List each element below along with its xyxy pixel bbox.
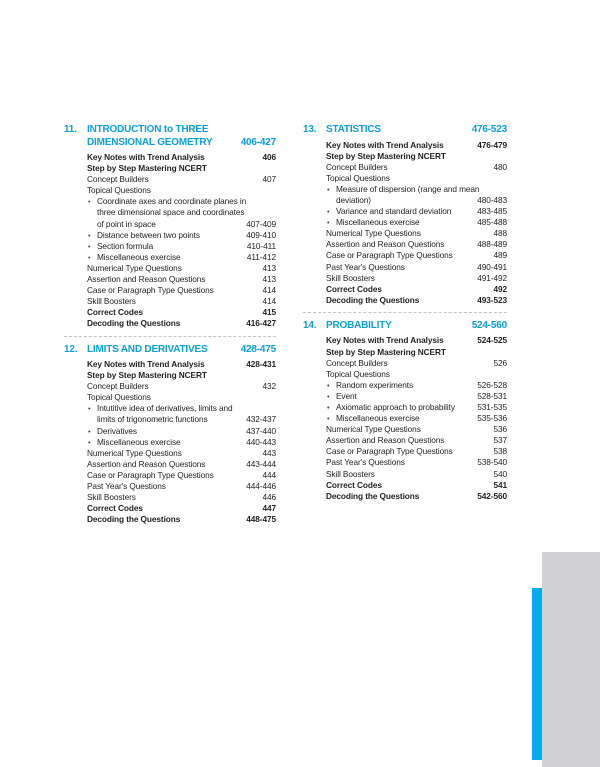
toc-row bbox=[64, 252, 276, 263]
toc-item-label: Step by Step Mastering NCERT bbox=[326, 346, 446, 357]
chapter-item-list bbox=[303, 140, 507, 306]
chapter-page-range: 406-427 bbox=[240, 136, 276, 148]
chapter-title bbox=[87, 344, 237, 357]
chapter-page-range: 476-523 bbox=[471, 124, 507, 135]
chapter-block bbox=[64, 124, 276, 330]
toc-item-label: Correct Codes bbox=[326, 283, 382, 294]
toc-row bbox=[303, 151, 507, 162]
toc-item-pages: 491-492 bbox=[477, 272, 507, 283]
toc-row bbox=[64, 392, 276, 403]
toc-item-label: Step by Step Mastering NCERT bbox=[87, 163, 207, 174]
toc-row bbox=[303, 446, 507, 457]
bullet-icon: • bbox=[88, 197, 91, 207]
toc-item-pages: 524-525 bbox=[477, 335, 507, 346]
toc-row bbox=[64, 196, 276, 229]
toc-item-pages: 493-523 bbox=[477, 294, 507, 305]
toc-row bbox=[303, 250, 507, 261]
toc-item-pages: 526 bbox=[493, 357, 507, 368]
toc-row bbox=[64, 174, 276, 185]
chapter-header bbox=[303, 124, 507, 137]
toc-item-label: Numerical Type Questions bbox=[326, 228, 421, 239]
toc-row bbox=[303, 162, 507, 173]
toc-item-label: Derivatives bbox=[97, 425, 137, 436]
toc-item-pages: 492 bbox=[493, 283, 507, 294]
bullet-icon: • bbox=[327, 402, 330, 412]
chapter-block bbox=[303, 124, 507, 306]
chapter-number: 12. bbox=[64, 343, 78, 355]
toc-item-pages: 428-431 bbox=[246, 359, 276, 369]
chapter-item-list bbox=[64, 152, 276, 330]
toc-item-label: Measure of dispersion (range and mean deviation) bbox=[336, 183, 480, 205]
toc-row bbox=[303, 262, 507, 273]
toc-item-pages: 485-488 bbox=[477, 217, 507, 228]
toc-row bbox=[64, 426, 276, 437]
toc-item-pages: 535-536 bbox=[477, 413, 507, 424]
table-of-contents bbox=[64, 124, 507, 530]
toc-row bbox=[303, 469, 507, 480]
toc-item-label: Step by Step Mastering NCERT bbox=[326, 150, 446, 161]
bullet-icon: • bbox=[327, 391, 330, 401]
chapter-number: 14. bbox=[303, 319, 317, 331]
toc-item-label: Correct Codes bbox=[87, 307, 143, 318]
toc-row bbox=[303, 173, 507, 184]
toc-item-pages: 538-540 bbox=[477, 457, 507, 468]
toc-column-right bbox=[303, 124, 507, 530]
toc-item-pages: 413 bbox=[262, 274, 276, 285]
toc-item-label: Key Notes with Trend Analysis bbox=[326, 139, 444, 150]
dashed-separator bbox=[303, 312, 507, 313]
toc-item-label: Decoding the Questions bbox=[326, 490, 420, 501]
toc-item-label: Key Notes with Trend Analysis bbox=[326, 335, 444, 346]
toc-item-pages: 407-409 bbox=[246, 218, 276, 229]
toc-row bbox=[303, 413, 507, 424]
toc-item-label: Correct Codes bbox=[87, 503, 143, 514]
toc-item-pages: 409-410 bbox=[246, 229, 276, 240]
toc-row bbox=[64, 470, 276, 481]
toc-row bbox=[64, 437, 276, 448]
toc-column-left bbox=[64, 124, 276, 530]
toc-item-pages: 414 bbox=[262, 285, 276, 296]
toc-row bbox=[64, 381, 276, 392]
bullet-icon: • bbox=[327, 380, 330, 390]
toc-item-label: Section formula bbox=[97, 240, 154, 251]
toc-item-pages: 444 bbox=[262, 469, 276, 480]
toc-item-label: Axiomatic approach to probability bbox=[336, 401, 455, 412]
toc-item-label: Variance and standard deviation bbox=[336, 206, 452, 217]
toc-item-label: Miscellaneous exercise bbox=[336, 217, 420, 228]
toc-item-label: Miscellaneous exercise bbox=[97, 251, 181, 262]
toc-item-pages: 440-443 bbox=[246, 436, 276, 447]
toc-item-label: Key Notes with Trend Analysis bbox=[87, 359, 205, 369]
toc-item-pages: 490-491 bbox=[477, 261, 507, 272]
toc-item-label: Step by Step Mastering NCERT bbox=[87, 370, 207, 381]
chapter-block bbox=[303, 320, 507, 502]
toc-item-label: Topical Questions bbox=[326, 368, 390, 379]
toc-item-label: Miscellaneous exercise bbox=[336, 413, 420, 424]
toc-item-label: Assertion and Reason Questions bbox=[326, 239, 445, 250]
toc-item-label: Skill Boosters bbox=[326, 468, 375, 479]
toc-item-pages: 410-411 bbox=[246, 240, 276, 251]
toc-item-label: Numerical Type Questions bbox=[87, 447, 182, 458]
toc-item-pages: 406 bbox=[262, 152, 276, 162]
bullet-icon: • bbox=[88, 426, 91, 436]
toc-item-label: Event bbox=[336, 390, 357, 401]
toc-row bbox=[64, 185, 276, 196]
chapter-title-line: PROBABILITY bbox=[326, 319, 392, 331]
toc-row bbox=[303, 184, 507, 206]
bullet-icon: • bbox=[88, 437, 91, 447]
toc-item-pages: 483-485 bbox=[477, 206, 507, 217]
toc-item-label: Coordinate axes and coordinate planes in three dimensional space and coordinates of point in space bbox=[97, 196, 247, 229]
toc-item-pages: 448-475 bbox=[246, 514, 276, 525]
chapter-item-list bbox=[303, 335, 507, 501]
toc-item-pages: 540 bbox=[493, 468, 507, 479]
toc-item-label: Skill Boosters bbox=[87, 492, 136, 503]
chapter-item-list bbox=[64, 359, 276, 525]
toc-row bbox=[303, 424, 507, 435]
toc-item-label: Case or Paragraph Type Questions bbox=[326, 446, 453, 457]
bullet-icon: • bbox=[88, 404, 91, 414]
chapter-title-line: DIMENSIONAL GEOMETRY bbox=[87, 136, 213, 148]
chapter-title bbox=[87, 124, 237, 149]
toc-row bbox=[64, 403, 276, 425]
toc-item-label: Past Year's Questions bbox=[326, 261, 405, 272]
toc-row bbox=[64, 163, 276, 174]
toc-item-label: Miscellaneous exercise bbox=[97, 436, 181, 447]
toc-item-pages: 447 bbox=[262, 503, 276, 514]
toc-row bbox=[303, 228, 507, 239]
toc-item-label: Distance between two points bbox=[97, 229, 200, 240]
toc-item-label: Assertion and Reason Questions bbox=[87, 458, 206, 469]
bullet-icon: • bbox=[327, 184, 330, 194]
toc-row bbox=[303, 335, 507, 346]
toc-item-label: Skill Boosters bbox=[87, 296, 136, 307]
toc-row bbox=[64, 448, 276, 459]
dashed-separator bbox=[64, 336, 276, 337]
toc-item-label: Skill Boosters bbox=[326, 272, 375, 283]
toc-item-label: Numerical Type Questions bbox=[87, 262, 182, 273]
toc-row bbox=[64, 459, 276, 470]
toc-row bbox=[303, 491, 507, 502]
chapter-header bbox=[64, 344, 276, 357]
toc-item-pages: 416-427 bbox=[246, 318, 276, 329]
toc-item-label: Case or Paragraph Type Questions bbox=[87, 285, 214, 296]
bullet-icon: • bbox=[88, 241, 91, 251]
toc-row bbox=[64, 241, 276, 252]
bullet-icon: • bbox=[88, 252, 91, 262]
toc-item-pages: 414 bbox=[262, 296, 276, 307]
toc-row bbox=[303, 273, 507, 284]
toc-item-pages: 443 bbox=[262, 447, 276, 458]
toc-item-pages: 528-531 bbox=[477, 390, 507, 401]
toc-item-pages: 432-437 bbox=[246, 414, 276, 425]
chapter-number: 13. bbox=[303, 124, 317, 135]
toc-row bbox=[303, 402, 507, 413]
toc-item-pages: 531-535 bbox=[477, 401, 507, 412]
toc-row bbox=[64, 296, 276, 307]
toc-item-label: Decoding the Questions bbox=[87, 318, 181, 329]
toc-item-pages: 536 bbox=[493, 424, 507, 435]
toc-item-label: Past Year's Questions bbox=[326, 457, 405, 468]
toc-row bbox=[64, 514, 276, 525]
toc-row bbox=[64, 263, 276, 274]
toc-row bbox=[303, 391, 507, 402]
toc-item-pages: 415 bbox=[262, 307, 276, 318]
chapter-header bbox=[64, 124, 276, 149]
toc-item-label: Numerical Type Questions bbox=[326, 424, 421, 435]
toc-item-pages: 411-412 bbox=[246, 251, 276, 262]
toc-row bbox=[303, 369, 507, 380]
toc-item-label: Key Notes with Trend Analysis bbox=[87, 152, 205, 162]
toc-item-label: Topical Questions bbox=[87, 392, 151, 403]
toc-row bbox=[64, 359, 276, 370]
blue-accent-bar bbox=[532, 588, 542, 760]
toc-row bbox=[303, 206, 507, 217]
toc-item-label: Concept Builders bbox=[87, 381, 149, 392]
toc-row bbox=[64, 318, 276, 329]
toc-item-label: Decoding the Questions bbox=[326, 294, 420, 305]
chapter-page-range: 428-475 bbox=[240, 343, 276, 355]
toc-row bbox=[303, 217, 507, 228]
toc-row bbox=[303, 295, 507, 306]
next-page-edge bbox=[542, 552, 600, 767]
chapter-block bbox=[64, 344, 276, 526]
toc-item-label: Intutitive idea of derivatives, limits and limits of trigonometric functions bbox=[97, 403, 233, 425]
chapter-header bbox=[303, 320, 507, 333]
toc-item-pages: 444-446 bbox=[246, 481, 276, 492]
bullet-icon: • bbox=[327, 414, 330, 424]
chapter-title-line: STATISTICS bbox=[326, 124, 381, 135]
toc-item-label: Topical Questions bbox=[326, 172, 390, 183]
toc-item-pages: 541 bbox=[493, 479, 507, 490]
toc-item-label: Assertion and Reason Questions bbox=[87, 274, 206, 285]
chapter-title-line: INTRODUCTION to THREE bbox=[87, 124, 209, 135]
toc-item-pages: 446 bbox=[262, 492, 276, 503]
toc-item-label: Concept Builders bbox=[326, 357, 388, 368]
toc-row bbox=[303, 435, 507, 446]
toc-row bbox=[64, 285, 276, 296]
chapter-page-range: 524-560 bbox=[471, 319, 507, 331]
toc-row bbox=[64, 152, 276, 163]
toc-row bbox=[64, 503, 276, 514]
toc-item-label: Concept Builders bbox=[326, 161, 388, 172]
toc-row bbox=[303, 380, 507, 391]
toc-row bbox=[303, 347, 507, 358]
toc-row bbox=[303, 284, 507, 295]
toc-item-pages: 443-444 bbox=[246, 458, 276, 469]
toc-item-pages: 537 bbox=[493, 435, 507, 446]
toc-row bbox=[64, 230, 276, 241]
toc-row bbox=[64, 370, 276, 381]
toc-row bbox=[64, 492, 276, 503]
bullet-icon: • bbox=[88, 230, 91, 240]
toc-item-pages: 407 bbox=[262, 174, 276, 185]
toc-item-pages: 538 bbox=[493, 446, 507, 457]
toc-item-label: Random experiments bbox=[336, 379, 414, 390]
bullet-icon: • bbox=[327, 218, 330, 228]
toc-item-label: Case or Paragraph Type Questions bbox=[326, 250, 453, 261]
toc-item-pages: 480-483 bbox=[477, 194, 507, 205]
toc-item-pages: 488 bbox=[493, 228, 507, 239]
toc-row bbox=[64, 481, 276, 492]
chapter-number: 11. bbox=[64, 124, 77, 135]
toc-item-pages: 480 bbox=[493, 161, 507, 172]
toc-item-pages: 437-440 bbox=[246, 425, 276, 436]
toc-item-pages: 488-489 bbox=[477, 239, 507, 250]
toc-item-label: Decoding the Questions bbox=[87, 514, 181, 525]
toc-row bbox=[303, 457, 507, 468]
toc-row bbox=[303, 358, 507, 369]
bullet-icon: • bbox=[327, 207, 330, 217]
toc-row bbox=[303, 239, 507, 250]
toc-item-pages: 432 bbox=[262, 381, 276, 392]
toc-row bbox=[64, 307, 276, 318]
toc-item-label: Concept Builders bbox=[87, 174, 149, 185]
toc-item-pages: 413 bbox=[262, 262, 276, 273]
toc-item-pages: 476-479 bbox=[477, 139, 507, 150]
toc-row bbox=[64, 274, 276, 285]
chapter-title bbox=[326, 124, 468, 137]
toc-item-label: Topical Questions bbox=[87, 185, 151, 196]
toc-row bbox=[303, 140, 507, 151]
chapter-title bbox=[326, 320, 468, 333]
toc-row bbox=[303, 480, 507, 491]
toc-item-label: Assertion and Reason Questions bbox=[326, 435, 445, 446]
chapter-title-line: LIMITS AND DERIVATIVES bbox=[87, 343, 208, 355]
toc-item-label: Case or Paragraph Type Questions bbox=[87, 469, 214, 480]
toc-item-label: Correct Codes bbox=[326, 479, 382, 490]
toc-item-pages: 489 bbox=[493, 250, 507, 261]
toc-item-pages: 526-528 bbox=[477, 379, 507, 390]
toc-item-label: Past Year's Questions bbox=[87, 481, 166, 492]
toc-item-pages: 542-560 bbox=[477, 490, 507, 501]
